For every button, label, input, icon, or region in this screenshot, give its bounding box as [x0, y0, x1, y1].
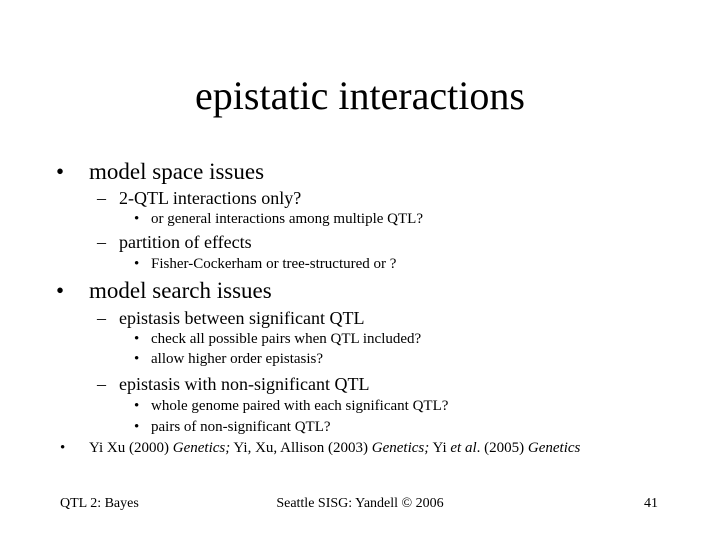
bullet-text: Fisher-Cockerham or tree-structured or ? — [151, 256, 397, 272]
bullet-text: partition of effects — [119, 232, 252, 252]
bullet-item-level3 — [134, 210, 423, 229]
bullet-marker: • — [60, 440, 66, 456]
bullet-marker: • — [134, 351, 140, 367]
dash-marker: – — [97, 374, 106, 394]
journal-name: Genetics — [527, 440, 581, 456]
bullet-text: check all possible pairs when QTL included? — [151, 331, 422, 347]
journal-name: Genetics; — [371, 440, 430, 456]
bullet-text: epistasis between significant QTL — [119, 308, 365, 328]
bullet-item-level3 — [134, 418, 331, 437]
journal-name: Genetics; — [172, 440, 231, 456]
bullet-item-level3 — [134, 350, 323, 369]
bullet-text: pairs of non-significant QTL? — [151, 419, 331, 435]
bullet-item-level2 — [97, 307, 364, 329]
bullet-item-level3 — [134, 397, 448, 416]
slide-title: epistatic interactions — [195, 73, 525, 118]
bullet-item-level2 — [97, 373, 369, 395]
dash-marker: – — [97, 232, 106, 252]
bullet-text: allow higher order epistasis? — [151, 351, 324, 367]
citation-text: Yi — [429, 440, 451, 456]
bullet-marker: • — [134, 419, 140, 435]
bullet-item-level1 — [56, 158, 264, 186]
bullet-item-level3 — [134, 255, 396, 274]
bullet-item-level1 — [56, 277, 272, 305]
citation-text: Yi, Xu, Allison (2003) — [230, 440, 372, 456]
footer-center: Seattle SISG: Yandell © 2006 — [276, 496, 444, 511]
bullet-marker: • — [56, 159, 65, 184]
dash-marker: – — [97, 188, 106, 208]
bullet-marker: • — [134, 211, 140, 227]
bullet-marker: • — [134, 331, 140, 347]
bullet-marker: • — [56, 278, 65, 303]
bullet-item-level2 — [97, 231, 252, 253]
bullet-text: model search issues — [89, 278, 272, 303]
bullet-marker: • — [134, 398, 140, 414]
et-al: et al — [450, 440, 477, 456]
dash-marker: – — [97, 308, 106, 328]
bullet-text: 2-QTL interactions only? — [119, 188, 302, 208]
footer-left: QTL 2: Bayes — [60, 496, 139, 511]
bullet-text: epistasis with non-significant QTL — [119, 374, 370, 394]
bullet-marker: • — [134, 256, 140, 272]
bullet-text: or general interactions among multiple QTL? — [151, 211, 423, 227]
citation-text: . (2005) — [476, 440, 528, 456]
bullet-text: whole genome paired with each significant QTL? — [151, 398, 449, 414]
bullet-item-level2 — [97, 187, 301, 209]
bullet-item-level3 — [134, 330, 421, 349]
bullet-text: model space issues — [89, 159, 265, 184]
page-number: 41 — [644, 496, 658, 511]
citation-line — [60, 439, 580, 458]
citation-text: Yi Xu (2000) — [89, 440, 173, 456]
